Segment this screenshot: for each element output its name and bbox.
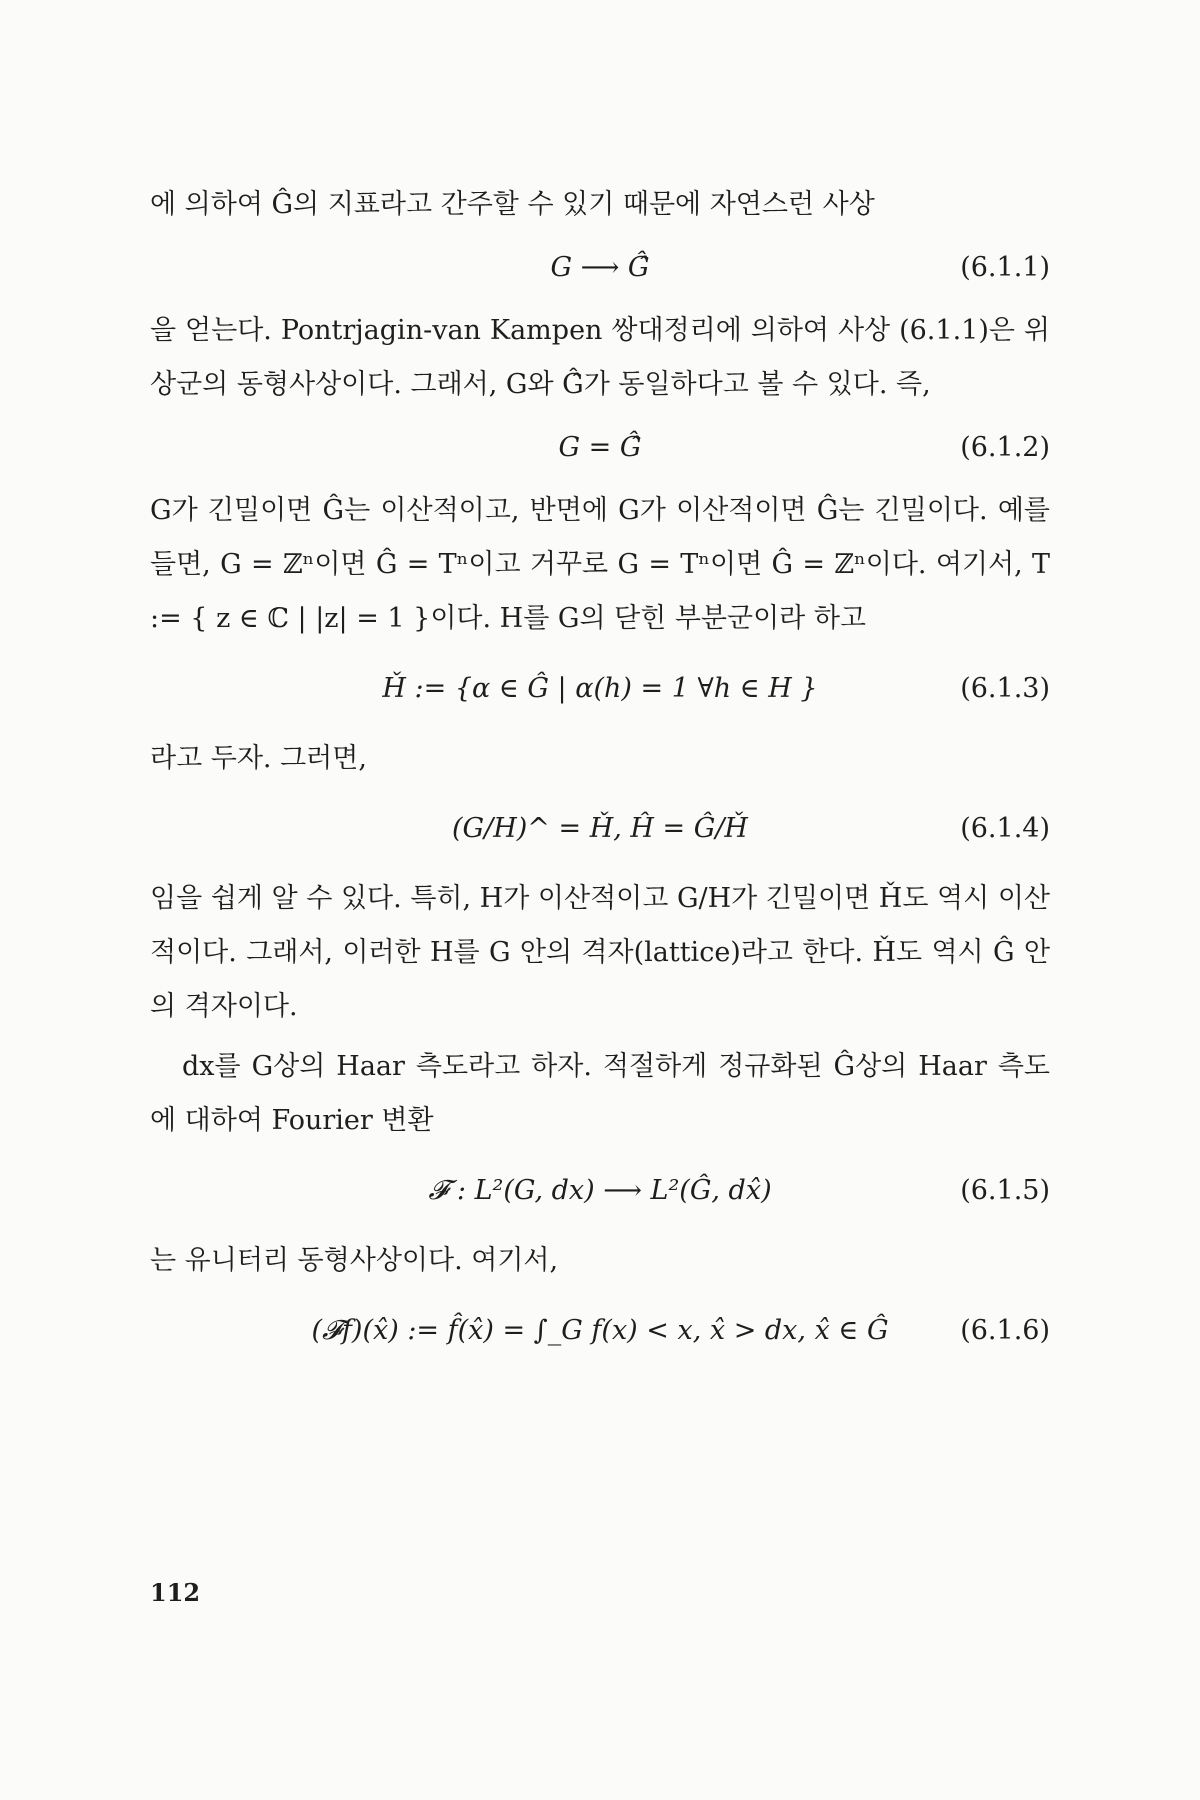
equation-6-1-2 (150, 412, 1050, 484)
equation-6-1-4 (150, 786, 1050, 872)
equation-body: (G/H)^ = Ȟ, Ĥ = Ĝ/Ȟ (452, 813, 748, 844)
paragraph-6: dx를 G상의 Haar 측도라고 하자. 적절하게 정규화된 Ĝ상의 Haar 측도에 대하여 Fourier 변환 (150, 1051, 1050, 1136)
equation-number: (6.1.6) (960, 1315, 1050, 1346)
equation-body: Ȟ := {α ∈ Ĝ | α(h) = 1 ∀h ∈ H } (382, 673, 818, 704)
equation-number: (6.1.1) (960, 252, 1050, 283)
equation-number: (6.1.4) (960, 813, 1050, 844)
paragraph-3: G가 긴밀이면 Ĝ는 이산적이고, 반면에 G가 이산적이면 Ĝ는 긴밀이다. 예를 들면, G = ℤⁿ이면 Ĝ = Tⁿ이고 거꾸로 G = Tⁿ이면 Ĝ = ℤⁿ이다. 여기서, T := { z ∈ ℂ | |z| = 1 }이다. H를 G의 닫힌 부분군이라 하고 (150, 495, 1050, 634)
page-body (150, 178, 1050, 1374)
paragraph-5: 임을 쉽게 알 수 있다. 특히, H가 이산적이고 G/H가 긴밀이면 Ȟ도 역시 이산적이다. 그래서, 이러한 H를 G 안의 격자(lattice)라고 한다. Ȟ도 역시 Ĝ 안의 격자이다. (150, 883, 1050, 1022)
equation-6-1-5 (150, 1148, 1050, 1234)
paragraph-7: 는 유니터리 동형사상이다. 여기서, (150, 1245, 559, 1276)
equation-body: 𝓕 : L²(G, dx) ⟶ L²(Ĝ, dx̂) (428, 1175, 772, 1206)
equation-6-1-1 (150, 232, 1050, 304)
equation-number: (6.1.3) (960, 673, 1050, 704)
paragraph-1: 에 의하여 Ĝ의 지표라고 간주할 수 있기 때문에 자연스런 사상 (150, 189, 875, 220)
equation-number: (6.1.5) (960, 1175, 1050, 1206)
paragraph-2: 을 얻는다. Pontrjagin-van Kampen 쌍대정리에 의하여 사상 (6.1.1)은 위상군의 동형사상이다. 그래서, G와 Ĝ̂가 동일하다고 볼 수 있다. 즉, (150, 315, 1050, 400)
paragraph-4: 라고 두자. 그러면, (150, 743, 367, 774)
equation-body: G = Ĝ̂ (558, 432, 642, 463)
equation-body: (𝓕f)(x̂) := f̂(x̂) = ∫_G f(x) < x, x̂ > dx, x̂ ∈ Ĝ (311, 1315, 889, 1346)
page-number: 112 (150, 1578, 201, 1607)
equation-6-1-6 (150, 1288, 1050, 1374)
equation-number: (6.1.2) (960, 432, 1050, 463)
equation-body: G ⟶ Ĝ̂ (550, 252, 650, 283)
equation-6-1-3 (150, 646, 1050, 732)
